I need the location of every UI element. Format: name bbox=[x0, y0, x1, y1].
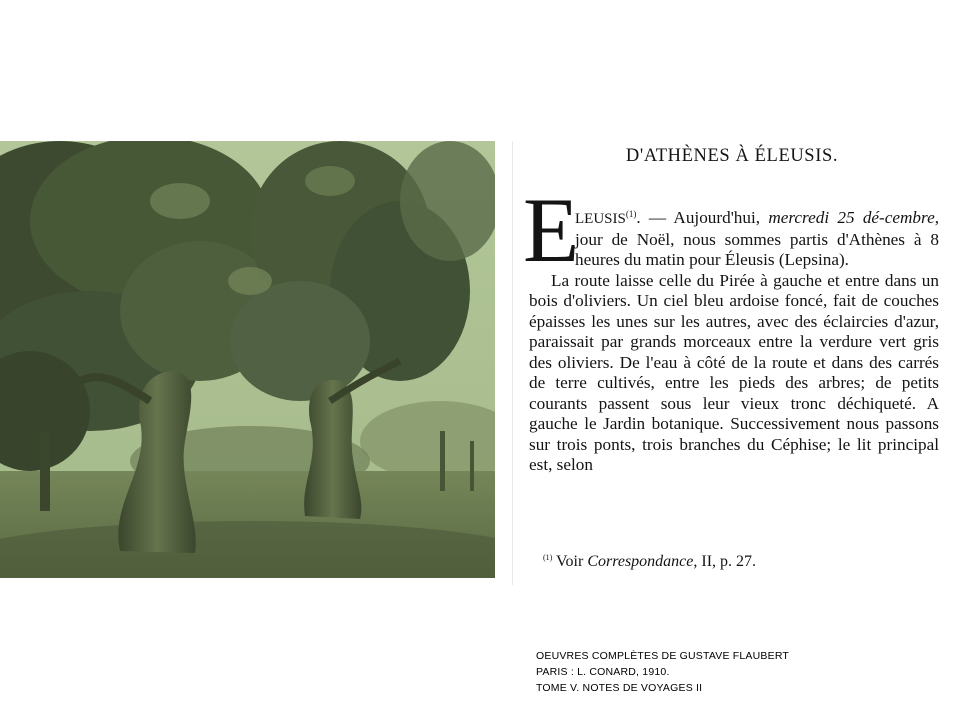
citation-caption bbox=[536, 648, 789, 696]
lead-rest: . — Aujourd'hui, bbox=[636, 208, 769, 227]
drop-cap-letter: E bbox=[523, 179, 580, 281]
footnote bbox=[543, 553, 756, 571]
first-sentence-rest: , jour de Noël, nous sommes partis d'Athènes à 8 heures du matin pour Éleusis (Lepsina). bbox=[575, 208, 939, 269]
olive-trees-photo bbox=[0, 141, 495, 578]
footnote-mark: (1) bbox=[543, 553, 553, 562]
page-heading: D'ATHÈNES À ÉLEUSIS. bbox=[625, 146, 839, 166]
date-italic: mercredi 25 dé-cembre bbox=[768, 208, 935, 227]
footnote-prefix: Voir bbox=[556, 553, 588, 570]
caption-line-3: TOME V. NOTES DE VOYAGES II bbox=[536, 682, 703, 694]
paragraph-2: La route laisse celle du Pirée à gauche et entre dans un bois d'oliviers. Un ciel bleu ardoise foncé, fait de couches épaisses les unes sur les autres, avec des éclaircies d'azur, paraissait par grands morceaux entre la verdure vert gris des oliviers. De l'eau à côté de la route et dans des carrés de terre cultivés, entre les pieds des arbres; de petits courants passent sous leur vieux tronc déchiqueté. A gauche le Jardin botanique. Successivement nous passons sur trois ponts, trois branches du Céphise; le lit principal est, selon bbox=[529, 270, 939, 474]
caption-line-1: OEUVRES COMPLÈTES DE GUSTAVE FLAUBERT bbox=[536, 650, 790, 662]
footnote-suffix: , II, p. 27. bbox=[693, 553, 757, 570]
book-page-scan bbox=[512, 141, 951, 585]
caption-line-2: PARIS : L. CONARD, 1910. bbox=[536, 666, 670, 678]
footnote-ref: (1) bbox=[625, 209, 637, 219]
footnote-italic: Correspondance bbox=[587, 553, 694, 570]
lead-word: LEUSIS bbox=[575, 211, 626, 227]
body-text bbox=[529, 204, 939, 476]
